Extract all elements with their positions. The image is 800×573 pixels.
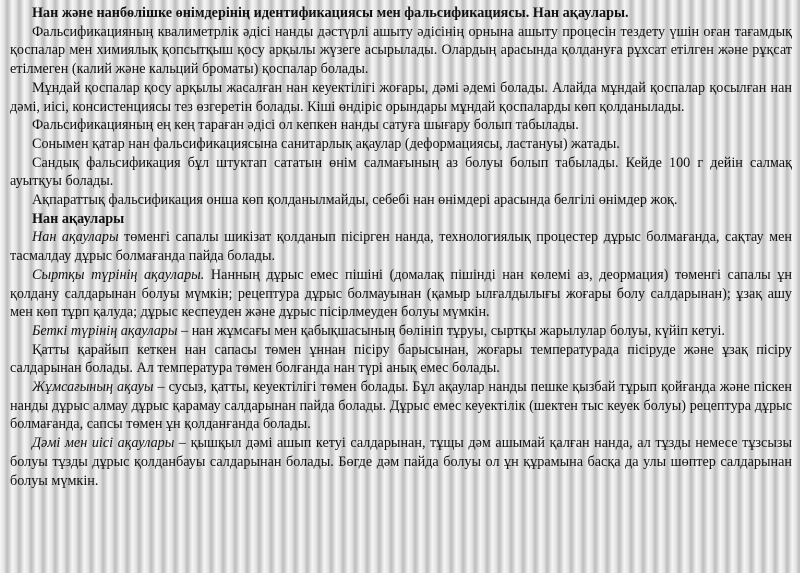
paragraph: Мұндай қоспалар қосу арқылы жасалған нан кеуектілігі жоғары, дәмі әдемі болады. Алайда мұндай қоспалар қосылған нан дәмі, иісі, консистенциясы тез өзгеретін болады. Кіші өндіріс орындары мұндай қоспаларды көп қолданылады. [10,79,792,115]
paragraph: Сонымен қатар нан фальсификациясына санитарлық ақаулар (деформациясы, ластануы) жатады. [32,135,620,152]
defect-term: Жұмсағының ақауы [32,379,154,396]
paragraph: Ақпараттық фальсификация онша көп қолданылмайды, себебі нан өнімдері арасында белгілі өнімдер жоқ. [32,192,678,209]
defect-paragraph [10,434,792,490]
defect-term: Нан ақаулары [32,229,119,246]
defect-text: – сусыз, қатты, кеуектілігі төмен болады. Бұл ақаулар нанды пешке қызбай тұрып қойғанда және піскен нанды дұрыс алмау дұрыс қарамау салдарынан пайда болады. Дұрыс емес кеуектілік (шектен тыс кеуек болуы) рецептура дұрыс болмағанда, сапсы төмен ұн қолданғанда болады. [10,379,792,433]
defect-paragraph [10,378,792,434]
document-title: Нан және нанбөлішке өнімдерінің идентификациясы мен фальсификациясы. Нан ақаулары. [32,5,629,21]
defect-paragraph [10,266,792,322]
defects-heading: Нан ақаулары [32,210,125,227]
defect-text: Нанның дұрыс емес пішіні (домалақ пішінді нан көлемі аз, деормация) төменгі сапалы ұн қолдану салдарынан болуы мүмкін; рецептура дұрыс болмауынан (қамыр ылғалдылығы жоғары болу салдарынан); ұзақ ашу мен көп тұрп қалуда; дұрыс кеспеуден және дұрыс пісірлмеуден болуы мүмкін. [10,266,792,321]
paragraph: Фальсификацияның квалиметрлік әдісі нанды дәстүрлі ашыту әдісінің орнына ашыту процесін тездету үшін оған тағамдық қоспалар мен химиялық қопсытқыш қосу арқылы жүзеге асырылады. Олардың арасында қолдануға рұхсат етілген және рұқсат етілмеген (калий және кальций броматы) қоспалар болады. [10,23,792,78]
paragraph: Фальсификацияның ең кең тараған әдісі ол кепкен нанды сатуға шығару болып табылады. [32,117,579,134]
defect-text: Қатты қарайып кеткен нан сапасы төмен ұннан пісіру барысынан, жоғары температурада пісіруде және ұзақ пісіру салдарынан болады. Ал температура төмен болғанда нан түрі анық емес болады. [10,341,792,377]
defect-term: Дәмі мен иісі ақаулары [32,435,175,452]
defect-term: Сыртқы түрінің ақаулары. [32,266,205,283]
defect-paragraph [10,341,792,378]
document-body [10,4,792,490]
defect-paragraph [10,322,792,341]
defect-text: төменгі сапалы шикізат қолданып пісірген нанда, технологиялық процестер дұрыс болмағанда, сақтау мен тасмалдау дұрыс болмағанда пайда болады. [10,229,792,265]
paragraph: Сандық фальсификация бұл штуктап сататын өнім салмағының аз болуы болып табылады. Кейде 100 г дейін салмақ ауытқуы болады. [10,154,792,190]
defect-text: – нан жұмсағы мен қабықшасының бөлініп тұруы, сыртқы жарылулар болуы, күйіп кетуі. [177,322,725,339]
defect-term: Беткі түрінің ақаулары [32,322,178,339]
defect-text: – қышқыл дәмі ашып кетуі салдарынан, тұщы дәм ашымай қалған нанда, ал тұзды немесе тұзсызы болуы тұзды дұрыс қолданбауы салдарынан болады. Бөгде дәм пайда болуы ол ұн құрамына басқа да улы шөптер салдарынан болуы мүмкін. [10,435,792,489]
defect-paragraph [10,228,792,265]
